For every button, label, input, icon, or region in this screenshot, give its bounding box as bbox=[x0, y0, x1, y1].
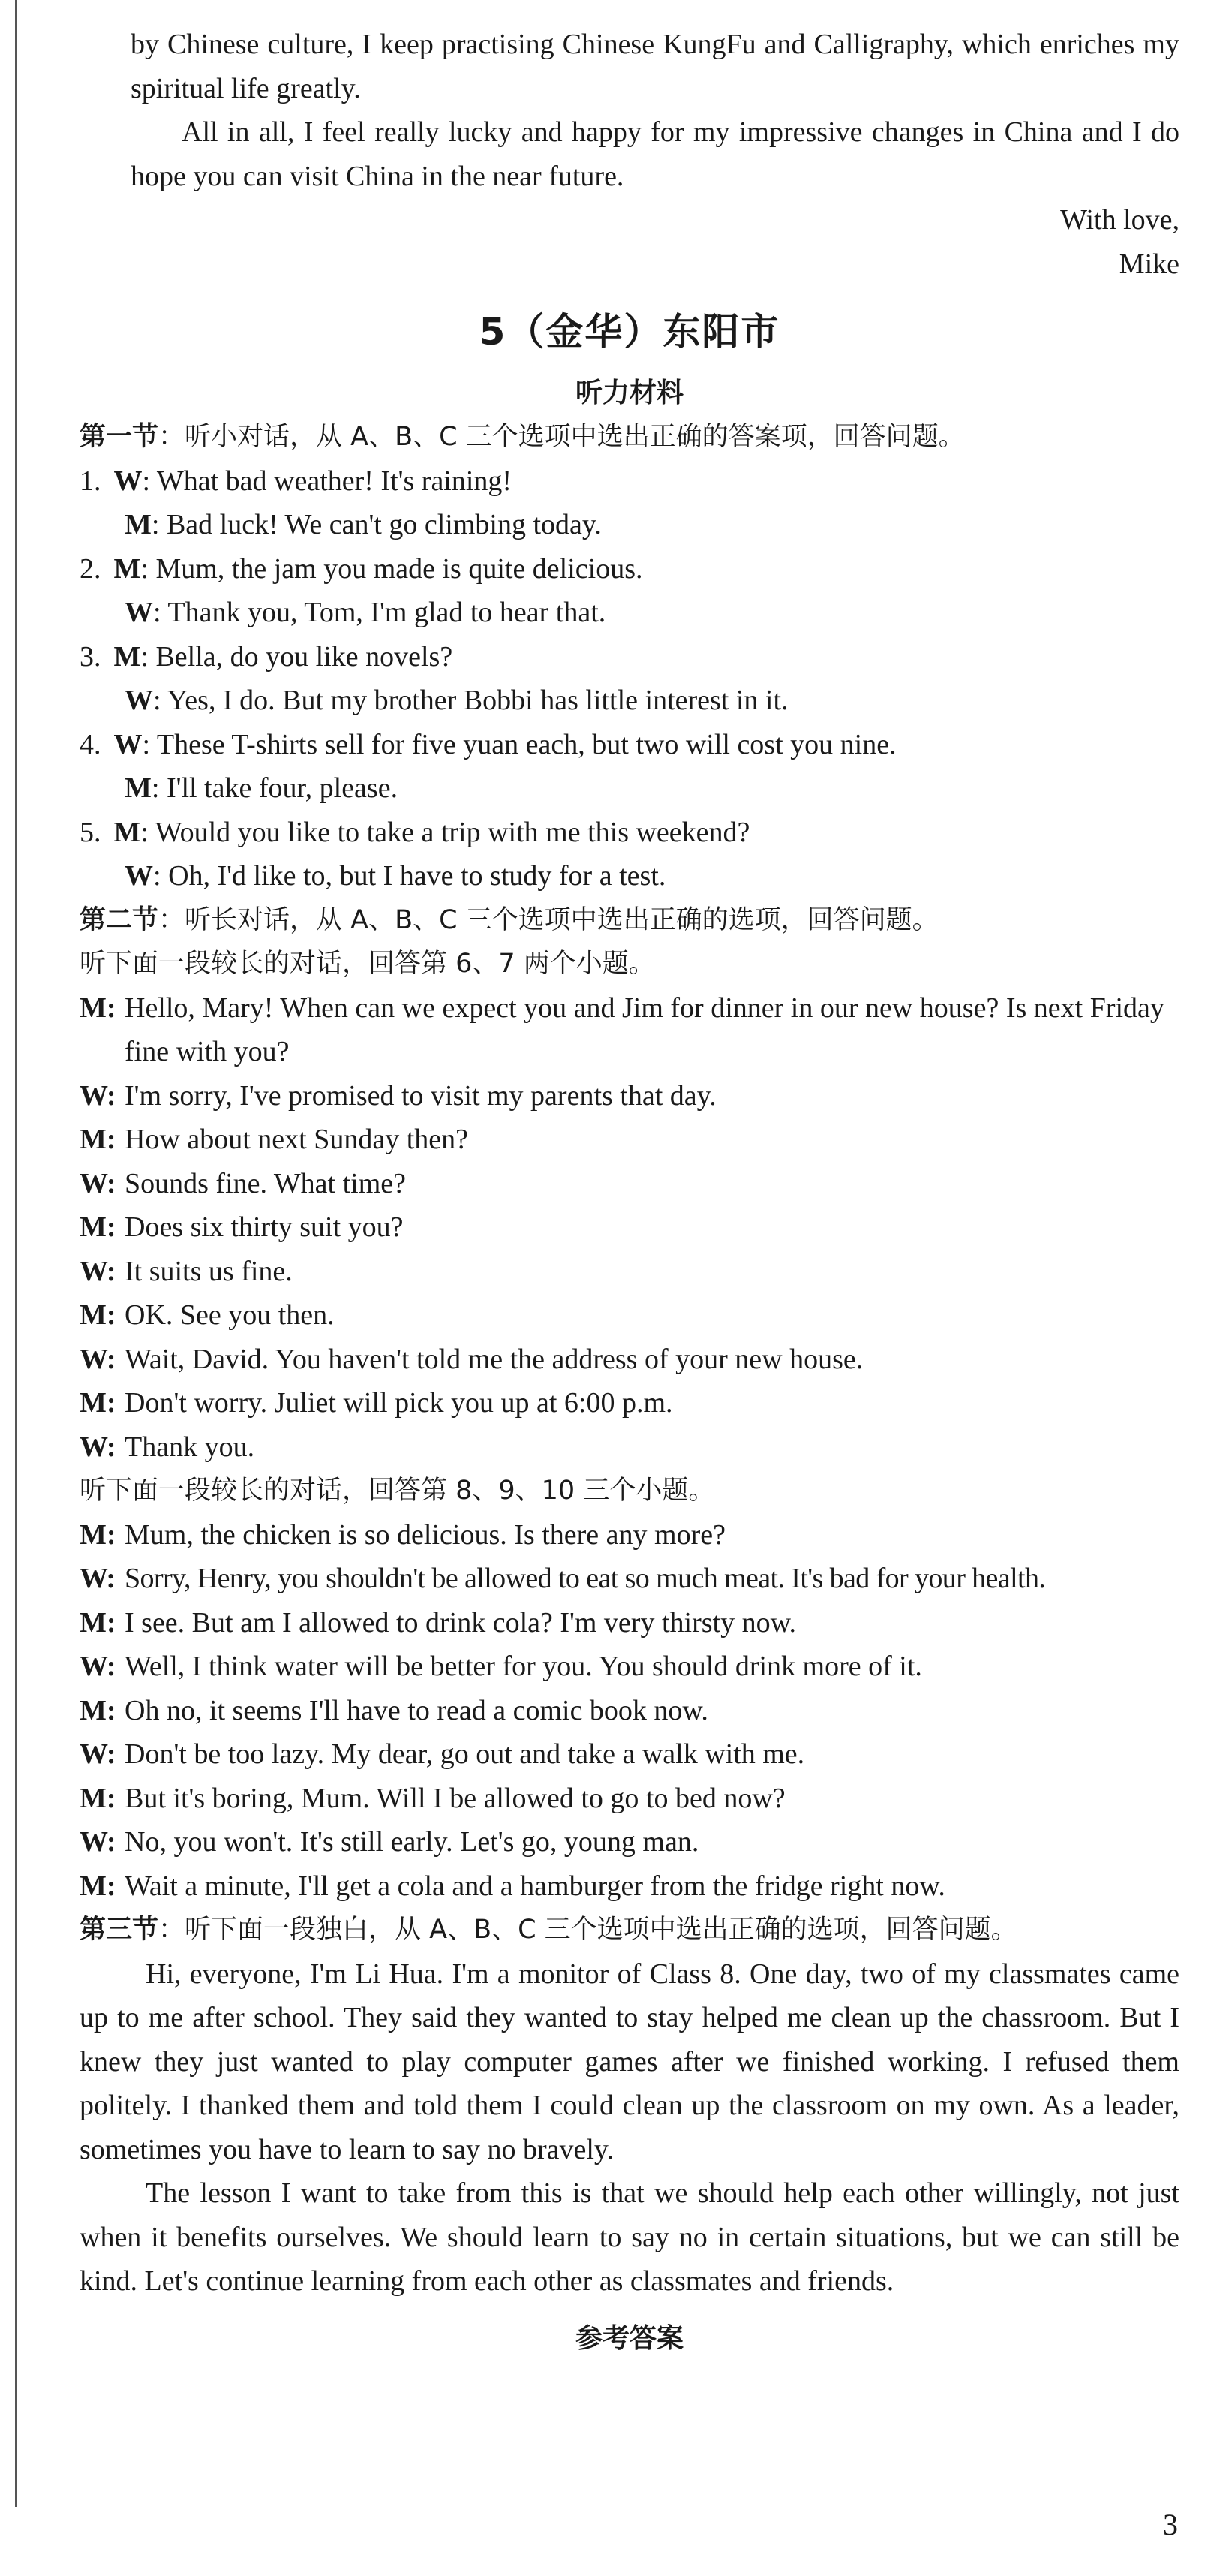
dialogue-text: I'm sorry, I've promised to visit my parents that day. bbox=[125, 1079, 717, 1112]
speaker-label: W: bbox=[80, 1079, 116, 1112]
dialogue-text: Don't worry. Juliet will pick you up at 6:00 p.m. bbox=[125, 1387, 673, 1419]
speaker-label: M: bbox=[80, 1211, 116, 1243]
dialogue-text: Mum, the chicken is so delicious. Is there any more? bbox=[125, 1518, 726, 1551]
monologue-paragraph-2: The lesson I want to take from this is that we should help each other willingly, not just when it benefits ourselves. We should learn to say no in certain situations, but we can still be kind. Let's continue learning from each other as classmates and friends. bbox=[80, 2177, 1179, 2297]
speaker-label: W bbox=[113, 728, 143, 760]
dialogue-line bbox=[80, 1601, 1179, 1645]
item-number: 3. bbox=[80, 640, 101, 673]
dialogue-text: No, you won't. It's still early. Let's go, young man. bbox=[125, 1826, 699, 1858]
speaker-label: W: bbox=[80, 1738, 116, 1770]
part2-heading-label: 第二节 bbox=[80, 904, 159, 935]
dialogue-text: But it's boring, Mum. Will I be allowed to go to bed now? bbox=[125, 1782, 786, 1814]
part2-heading-text: ：听长对话，从 A、B、C 三个选项中选出正确的选项，回答问题。 bbox=[158, 904, 939, 935]
dialogue-line bbox=[80, 1732, 1179, 1777]
dialogue-text: It suits us fine. bbox=[125, 1255, 293, 1287]
speaker-label: M: bbox=[80, 1299, 116, 1331]
part3-heading-label: 第三节 bbox=[80, 1915, 159, 1945]
dialogue-line bbox=[80, 1118, 1179, 1162]
dialogue-text: Bad luck! We can't go climbing today. bbox=[166, 509, 602, 540]
dialogue-text: How about next Sunday then? bbox=[125, 1124, 469, 1155]
speaker-label: W: bbox=[80, 1651, 116, 1682]
dialogue-text: Don't be too lazy. My dear, go out and take a walk with me. bbox=[125, 1738, 805, 1770]
part3-heading-text: ：听下面一段独白，从 A、B、C 三个选项中选出正确的选项，回答问题。 bbox=[158, 1915, 1017, 1945]
letter-paragraph-2: All in all, I feel really lucky and happy for my impressive changes in China and I do hope you can visit China in the near future. bbox=[131, 116, 1179, 192]
item-number: 1. bbox=[80, 465, 101, 497]
dialogue-line bbox=[80, 1864, 1179, 1909]
dialogue-line bbox=[80, 1557, 1179, 1601]
speaker-label: M: bbox=[80, 1518, 116, 1551]
speaker-label: M bbox=[113, 816, 141, 848]
monologue-paragraph-1: Hi, everyone, I'm Li Hua. I'm a monitor of Class 8. One day, two of my classmates came up to me after school. They said they wanted to stay helped me clean up the chassroom. But I knew they just wanted to play computer games after we finished working. I refused them politely. I thanked them and told them I could clean up the classroom on my own. As a leader, sometimes you have to learn to say no bravely. bbox=[80, 1958, 1179, 2165]
speaker-label: M: bbox=[80, 1870, 116, 1902]
part1-item: 4. W: These T-shirts sell for five yuan each, but two will cost you nine. M: I'll take four, please. bbox=[80, 723, 1179, 811]
speaker-label: W bbox=[125, 685, 153, 716]
dialogue-line bbox=[80, 1293, 1179, 1338]
dialogue-text: Mum, the jam you made is quite delicious. bbox=[155, 552, 643, 585]
part1-item: 3. M: Bella, do you like novels? W: Yes, I do. But my brother Bobbi has little interest in it. bbox=[80, 635, 1179, 723]
dialogue-line bbox=[80, 1381, 1179, 1425]
part2-heading bbox=[80, 898, 1179, 943]
speaker-label: M bbox=[125, 772, 152, 804]
letter-closing: With love, bbox=[1060, 204, 1179, 236]
dialogue-text: Would you like to take a trip with me this weekend? bbox=[155, 816, 750, 848]
item-number: 2. bbox=[80, 552, 101, 585]
part1-item: 2. M: Mum, the jam you made is quite delicious. W: Thank you, Tom, I'm glad to hear that. bbox=[80, 547, 1179, 635]
margin-rule bbox=[15, 0, 17, 2507]
speaker-label: W bbox=[125, 597, 153, 628]
dialogue-text: Sorry, Henry, you shouldn't be allowed to eat so much meat. It's bad for your health. bbox=[125, 1563, 1046, 1594]
dialogue-text: These T-shirts sell for five yuan each, but two will cost you nine. bbox=[156, 728, 897, 760]
answers-title: 参考答案 bbox=[575, 2322, 684, 2354]
speaker-label: M bbox=[113, 552, 141, 585]
speaker-label: M: bbox=[80, 1606, 116, 1639]
dialogue-intro-1: 听下面一段较长的对话，回答第 6、7 两个小题。 bbox=[80, 949, 655, 979]
part1-heading-text: ：听小对话，从 A、B、C 三个选项中选出正确的答案项，回答问题。 bbox=[158, 422, 965, 452]
speaker-label: W: bbox=[80, 1167, 116, 1199]
part1-heading-label: 第一节 bbox=[80, 422, 159, 452]
speaker-label: W bbox=[125, 860, 153, 892]
dialogue-line bbox=[80, 1645, 1179, 1689]
speaker-label: W: bbox=[80, 1431, 116, 1463]
dialogue-line bbox=[80, 1338, 1179, 1382]
dialogue-text: What bad weather! It's raining! bbox=[156, 465, 512, 497]
dialogue-text: Does six thirty suit you? bbox=[125, 1211, 404, 1243]
dialogue-text: Wait, David. You haven't told me the address of your new house. bbox=[125, 1343, 864, 1375]
dialogue-line bbox=[80, 1689, 1179, 1733]
speaker-label: M: bbox=[80, 992, 116, 1024]
dialogue-text: Oh no, it seems I'll have to read a comic book now. bbox=[125, 1694, 708, 1726]
part1-item: 5. M: Would you like to take a trip with me this weekend? W: Oh, I'd like to, but I have to study for a test. bbox=[80, 811, 1179, 898]
speaker-label: M bbox=[113, 640, 141, 673]
dialogue-line bbox=[80, 1205, 1179, 1250]
dialogue-text: Bella, do you like novels? bbox=[155, 640, 453, 673]
speaker-label: M bbox=[125, 509, 152, 540]
page-content bbox=[80, 23, 1179, 2361]
speaker-label: M: bbox=[80, 1694, 116, 1726]
speaker-label: M: bbox=[80, 1124, 116, 1155]
item-number: 4. bbox=[80, 728, 101, 760]
dialogue-text: Thank you. bbox=[125, 1431, 255, 1463]
speaker-label: M: bbox=[80, 1387, 116, 1419]
dialogue-text: Oh, I'd like to, but I have to study for a test. bbox=[168, 860, 666, 892]
dialogue-line bbox=[80, 1250, 1179, 1294]
dialogue-line bbox=[80, 1425, 1179, 1470]
dialogue-text: I see. But am I allowed to drink cola? I'm very thirsty now. bbox=[125, 1606, 797, 1639]
letter-paragraph-1: by Chinese culture, I keep practising Chinese KungFu and Calligraphy, which enriches my spiritual life greatly. bbox=[131, 29, 1179, 104]
dialogue-line bbox=[80, 1513, 1179, 1557]
dialogue-text: OK. See you then. bbox=[125, 1299, 335, 1331]
letter-signature: Mike bbox=[1119, 248, 1179, 280]
dialogue-line bbox=[80, 1777, 1179, 1821]
dialogue-text: Sounds fine. What time? bbox=[125, 1167, 407, 1199]
speaker-label: W bbox=[113, 465, 143, 497]
dialogue-line bbox=[80, 986, 1179, 1074]
dialogue-line bbox=[80, 1074, 1179, 1118]
dialogue-intro-2: 听下面一段较长的对话，回答第 8、9、10 三个小题。 bbox=[80, 1476, 715, 1506]
dialogue-text: Wait a minute, I'll get a cola and a hamburger from the fridge right now. bbox=[125, 1870, 945, 1902]
item-number: 5. bbox=[80, 816, 101, 848]
dialogue-text: Well, I think water will be better for you. You should drink more of it. bbox=[125, 1651, 922, 1682]
dialogue-text: Hello, Mary! When can we expect you and Jim for dinner in our new house? Is next Friday fine with you? bbox=[125, 992, 1164, 1067]
speaker-label: M: bbox=[80, 1782, 116, 1814]
dialogue-text: I'll take four, please. bbox=[166, 772, 398, 804]
dialogue-line bbox=[80, 1820, 1179, 1864]
dialogue-text: Yes, I do. But my brother Bobbi has little interest in it. bbox=[167, 685, 789, 716]
speaker-label: W: bbox=[80, 1343, 116, 1375]
speaker-label: W: bbox=[80, 1826, 116, 1858]
speaker-label: W: bbox=[80, 1255, 116, 1287]
listening-material-title: 听力材料 bbox=[575, 378, 684, 408]
dialogue-line bbox=[80, 1162, 1179, 1206]
section-title: 5（金华）东阳市 bbox=[479, 310, 780, 354]
part3-heading bbox=[80, 1908, 1179, 1952]
speaker-label: W: bbox=[80, 1563, 116, 1594]
dialogue-text: Thank you, Tom, I'm glad to hear that. bbox=[167, 597, 606, 628]
part1-item: 1. W: What bad weather! It's raining! M: Bad luck! We can't go climbing today. bbox=[80, 459, 1179, 547]
part1-heading bbox=[80, 415, 1179, 459]
page-number: 3 bbox=[1163, 2508, 1178, 2541]
